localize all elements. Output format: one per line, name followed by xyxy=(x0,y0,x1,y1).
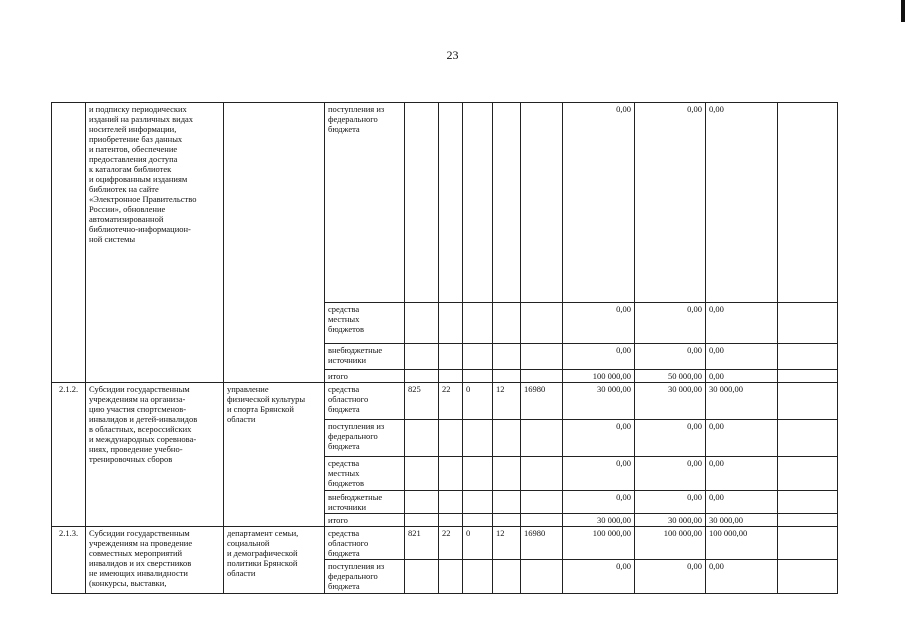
pr-code xyxy=(463,344,493,370)
value-year-1: 100 000,00 xyxy=(563,370,635,383)
pr-code: 0 xyxy=(463,383,493,420)
value-year-3: 0,00 xyxy=(706,457,778,491)
section-executor xyxy=(224,103,325,383)
value-year-2: 0,00 xyxy=(635,420,706,457)
section-executor: управление физической культуры и спорта Брянской области xyxy=(224,383,325,527)
value-year-1: 30 000,00 xyxy=(563,383,635,420)
rz-code xyxy=(439,370,463,383)
funding-source: средства местных бюджетов xyxy=(325,303,405,344)
pr-code xyxy=(463,370,493,383)
value-year-1: 100 000,00 xyxy=(563,527,635,560)
value-year-1: 0,00 xyxy=(563,303,635,344)
value-year-1: 0,00 xyxy=(563,560,635,594)
value-year-3: 0,00 xyxy=(706,303,778,344)
grbs-code xyxy=(405,457,439,491)
table-row xyxy=(52,103,838,303)
funding-source: средства областного бюджета xyxy=(325,383,405,420)
funding-source: поступления из федерального бюджета xyxy=(325,103,405,303)
csr-code xyxy=(493,103,521,303)
section-description: Субсидии государственным учреждениям на организа- цию участия спортсменов- инвалидов и детей-инвалидов в областных, всероссийских и международных соревнова- ниях, проведение учебно- тренировочных сборов xyxy=(86,383,224,527)
grbs-code xyxy=(405,303,439,344)
csr-code xyxy=(493,344,521,370)
blank-cell xyxy=(778,491,838,514)
vr-code xyxy=(521,457,563,491)
value-year-1: 0,00 xyxy=(563,491,635,514)
value-year-2: 100 000,00 xyxy=(635,527,706,560)
value-year-3: 100 000,00 xyxy=(706,527,778,560)
value-year-3: 0,00 xyxy=(706,560,778,594)
vr-code: 16980 xyxy=(521,383,563,420)
vr-code: 16980 xyxy=(521,527,563,560)
blank-cell xyxy=(778,383,838,420)
rz-code xyxy=(439,303,463,344)
section-id xyxy=(52,103,86,383)
value-year-2: 30 000,00 xyxy=(635,383,706,420)
grbs-code: 821 xyxy=(405,527,439,560)
table-row xyxy=(52,383,838,420)
value-year-3: 0,00 xyxy=(706,344,778,370)
value-year-2: 30 000,00 xyxy=(635,514,706,527)
blank-cell xyxy=(778,103,838,303)
table-row xyxy=(52,527,838,560)
vr-code xyxy=(521,344,563,370)
vr-code xyxy=(521,420,563,457)
section-id: 2.1.2. xyxy=(52,383,86,527)
value-year-1: 0,00 xyxy=(563,457,635,491)
pr-code xyxy=(463,491,493,514)
budget-table xyxy=(51,102,838,594)
blank-cell xyxy=(778,457,838,491)
pr-code xyxy=(463,560,493,594)
value-year-1: 30 000,00 xyxy=(563,514,635,527)
value-year-3: 30 000,00 xyxy=(706,383,778,420)
vr-code xyxy=(521,370,563,383)
vr-code xyxy=(521,560,563,594)
funding-source: поступления из федерального бюджета xyxy=(325,560,405,594)
rz-code: 22 xyxy=(439,527,463,560)
blank-cell xyxy=(778,420,838,457)
grbs-code xyxy=(405,560,439,594)
value-year-2: 0,00 xyxy=(635,344,706,370)
csr-code xyxy=(493,420,521,457)
vr-code xyxy=(521,303,563,344)
grbs-code xyxy=(405,420,439,457)
value-year-3: 0,00 xyxy=(706,370,778,383)
scan-edge-mark xyxy=(901,0,905,22)
value-year-2: 50 000,00 xyxy=(635,370,706,383)
pr-code xyxy=(463,103,493,303)
grbs-code xyxy=(405,344,439,370)
rz-code xyxy=(439,344,463,370)
csr-code xyxy=(493,303,521,344)
vr-code xyxy=(521,491,563,514)
csr-code xyxy=(493,370,521,383)
vr-code xyxy=(521,514,563,527)
grbs-code xyxy=(405,370,439,383)
value-year-1: 0,00 xyxy=(563,420,635,457)
rz-code xyxy=(439,514,463,527)
blank-cell xyxy=(778,527,838,560)
funding-source: внебюджетные источники xyxy=(325,491,405,514)
csr-code xyxy=(493,491,521,514)
csr-code xyxy=(493,514,521,527)
pr-code xyxy=(463,303,493,344)
page-number: 23 xyxy=(446,48,459,62)
rz-code xyxy=(439,103,463,303)
csr-code: 12 xyxy=(493,527,521,560)
value-year-3: 0,00 xyxy=(706,420,778,457)
value-year-2: 0,00 xyxy=(635,303,706,344)
pr-code xyxy=(463,514,493,527)
section-description: и подписку периодических изданий на различных видах носителей информации, приобретение баз данных и патентов, обеспечение предоставления доступа к каталогам библиотек и оцифрованным изданиям библиотек на сайте «Электронное Правительство России», обновление автоматизированной библиотечно-информацион- ной системы xyxy=(86,103,224,383)
rz-code xyxy=(439,420,463,457)
section-executor: департамент семьи, социальной и демографической политики Брянской области xyxy=(224,527,325,594)
grbs-code xyxy=(405,103,439,303)
value-year-2: 0,00 xyxy=(635,560,706,594)
grbs-code: 825 xyxy=(405,383,439,420)
blank-cell xyxy=(778,344,838,370)
csr-code: 12 xyxy=(493,383,521,420)
csr-code xyxy=(493,560,521,594)
value-year-3: 30 000,00 xyxy=(706,514,778,527)
rz-code: 22 xyxy=(439,383,463,420)
funding-source: внебюджетные источники xyxy=(325,344,405,370)
value-year-2: 0,00 xyxy=(635,103,706,303)
rz-code xyxy=(439,560,463,594)
funding-source: итого xyxy=(325,370,405,383)
pr-code xyxy=(463,420,493,457)
pr-code: 0 xyxy=(463,527,493,560)
pr-code xyxy=(463,457,493,491)
grbs-code xyxy=(405,491,439,514)
value-year-1: 0,00 xyxy=(563,344,635,370)
blank-cell xyxy=(778,303,838,344)
grbs-code xyxy=(405,514,439,527)
vr-code xyxy=(521,103,563,303)
value-year-3: 0,00 xyxy=(706,103,778,303)
section-description: Субсидии государственным учреждениям на проведение совместных мероприятий инвалидов и их сверстников не имеющих инвалидности (конкурсы, выставки, xyxy=(86,527,224,594)
value-year-2: 0,00 xyxy=(635,491,706,514)
rz-code xyxy=(439,457,463,491)
value-year-2: 0,00 xyxy=(635,457,706,491)
blank-cell xyxy=(778,514,838,527)
blank-cell xyxy=(778,370,838,383)
funding-source: поступления из федерального бюджета xyxy=(325,420,405,457)
funding-source: средства областного бюджета xyxy=(325,527,405,560)
csr-code xyxy=(493,457,521,491)
value-year-1: 0,00 xyxy=(563,103,635,303)
funding-source: итого xyxy=(325,514,405,527)
section-id: 2.1.3. xyxy=(52,527,86,594)
value-year-3: 0,00 xyxy=(706,491,778,514)
rz-code xyxy=(439,491,463,514)
funding-source: средства местных бюджетов xyxy=(325,457,405,491)
blank-cell xyxy=(778,560,838,594)
